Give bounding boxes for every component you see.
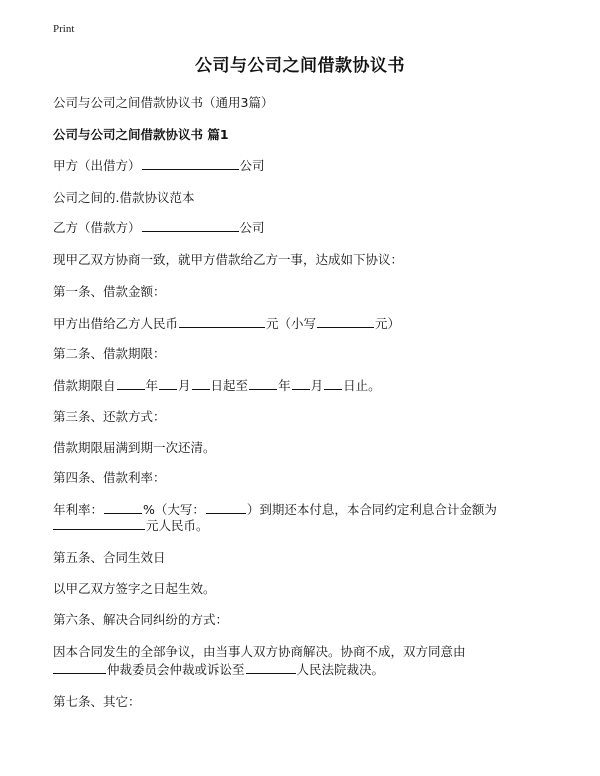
year2-label: 年 [278, 378, 291, 393]
amount-lowercase-blank [317, 315, 374, 328]
party-a-line [53, 157, 265, 175]
party-b-suffix: 公司 [239, 220, 265, 235]
start-day-blank [192, 377, 210, 390]
day-end-label: 日止。 [343, 378, 381, 393]
rate-percent: %（大写： [143, 502, 205, 517]
article-3-heading: 第三条、还款方式： [53, 409, 166, 424]
document-title: 公司与公司之间借款协议书 [195, 56, 405, 76]
party-a-label: 甲方（出借方） [53, 158, 141, 173]
rate-line-2 [53, 517, 209, 535]
amount-mid: 元（小写 [266, 316, 317, 331]
court-blank [246, 661, 296, 674]
month2-label: 月 [310, 378, 324, 393]
section-heading: 公司与公司之间借款协议书 篇1 [53, 127, 229, 142]
amount-blank [179, 315, 265, 328]
rate-suffix: 元人民币。 [146, 518, 209, 533]
article-7-heading: 第七条、其它： [53, 694, 141, 709]
party-b-line [53, 219, 265, 237]
month-label: 月 [178, 378, 191, 393]
end-month-blank [292, 377, 310, 390]
dispute-line-2 [53, 661, 384, 679]
effective-text: 以甲乙双方签字之日起生效。 [53, 581, 216, 596]
party-b-label: 乙方（借款方） [53, 220, 141, 235]
rate-uppercase-blank [206, 501, 246, 514]
period-line [53, 377, 381, 395]
sample-line: 公司之间的.借款协议范本 [53, 190, 195, 205]
year-label: 年 [145, 378, 159, 393]
article-1-heading: 第一条、借款金额： [53, 284, 166, 299]
party-a-blank [142, 157, 239, 170]
amount-label: 甲方出借给乙方人民币 [53, 316, 179, 331]
day-from-label: 日起至 [210, 378, 249, 393]
article-2-heading: 第二条、借款期限： [53, 346, 166, 361]
dispute-line-1: 因本合同发生的全部争议，由当事人双方协商解决。协商不成，双方同意由 [53, 644, 466, 659]
end-year-blank [249, 377, 277, 390]
intro-text: 现甲乙双方协商一致，就甲方借款给乙方一事，达成如下协议： [53, 252, 404, 267]
amount-suffix: 元） [375, 316, 401, 331]
start-month-blank [159, 377, 177, 390]
subtitle: 公司与公司之间借款协议书（通用3篇） [53, 95, 274, 110]
article-6-heading: 第六条、解决合同纠纷的方式： [53, 612, 229, 627]
arbitration-blank [53, 661, 106, 674]
interest-total-blank [53, 517, 145, 530]
party-b-blank [142, 219, 239, 232]
print-link[interactable]: Print [53, 23, 75, 35]
rate-label: 年利率： [53, 502, 104, 517]
party-a-suffix: 公司 [239, 158, 265, 173]
article-5-heading: 第五条、合同生效日 [53, 550, 166, 565]
arbitration-text: 仲裁委员会仲裁或诉讼至 [107, 662, 245, 677]
start-year-blank [117, 377, 145, 390]
rate-mid: ）到期还本付息，本合同约定利息合计金额为 [246, 502, 497, 517]
period-label: 借款期限自 [53, 378, 116, 393]
article-4-heading: 第四条、借款利率： [53, 470, 166, 485]
repay-text: 借款期限届满到期一次还清。 [53, 440, 216, 455]
end-day-blank [324, 377, 342, 390]
amount-line [53, 315, 400, 333]
rate-blank [104, 501, 142, 514]
court-text: 人民法院裁决。 [296, 662, 385, 677]
